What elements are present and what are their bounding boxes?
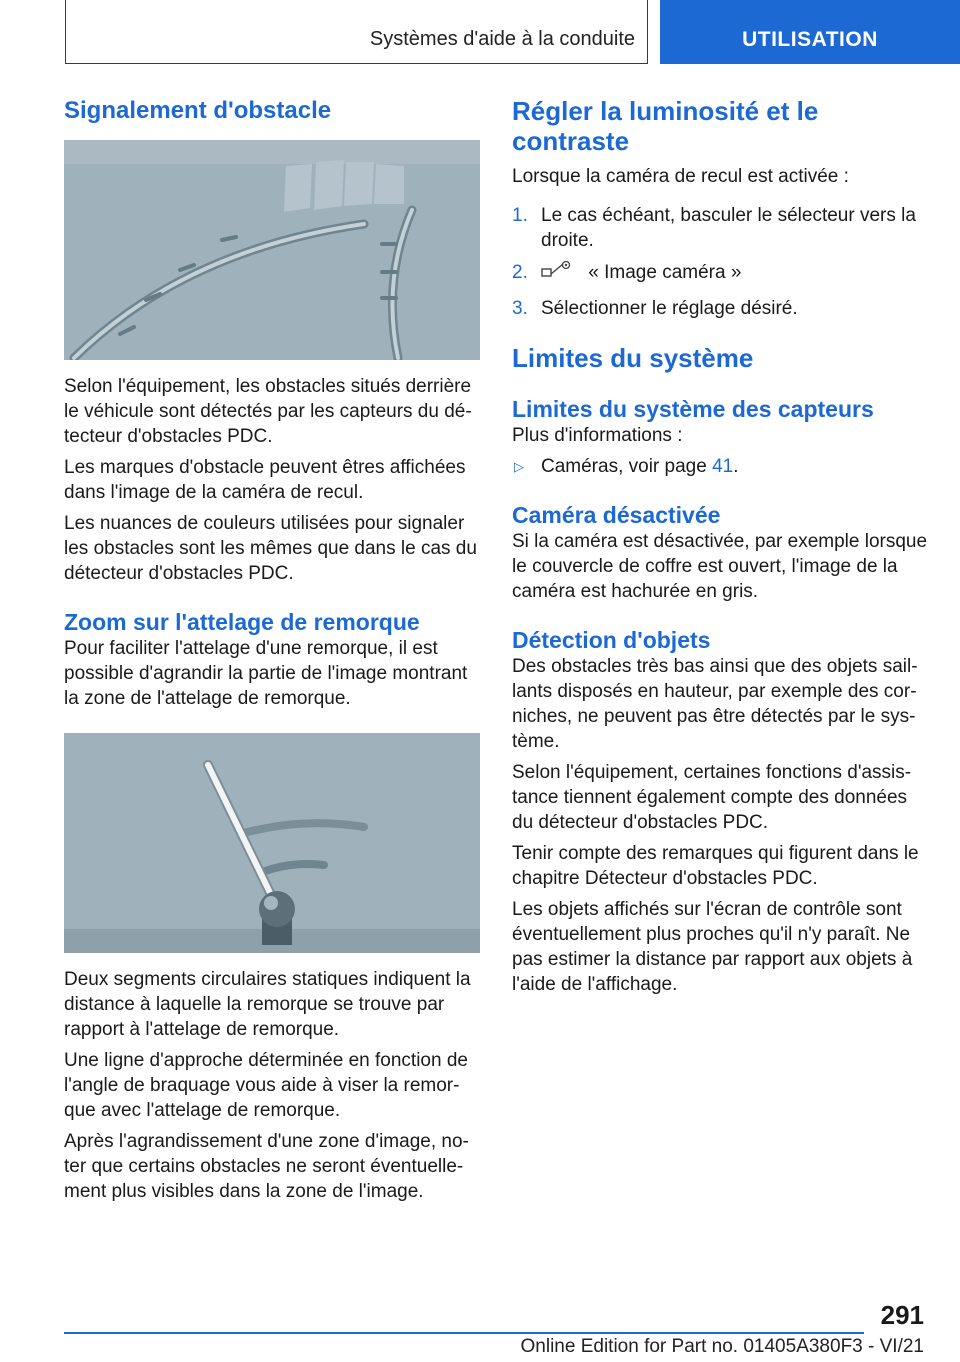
paragraph-plus-infos: Plus d'informations :	[512, 425, 683, 446]
reference-list	[512, 454, 928, 479]
heading-signalement: Signalement d'obstacle	[64, 97, 332, 124]
list-item	[512, 260, 928, 289]
paragraph-zoom-2: Deux segments circulaires statiques indiquent la distance à laquelle la remorque se trouve par rapport à l'attelage de remorque.	[64, 969, 471, 1040]
steps-list	[512, 203, 928, 321]
step-text: « Image caméra »	[588, 262, 742, 283]
paragraph-detection-1: Des obstacles très bas ainsi que des objets saillants disposés en hauteur, par exemple des corniches, ne peuvent pas être détectés par le système.	[512, 656, 918, 752]
heading-regler: Régler la luminosité et le contraste	[512, 96, 819, 156]
tow-ball	[259, 891, 295, 945]
step-number: 3.	[512, 298, 528, 319]
step-number: 1.	[512, 205, 528, 226]
paragraph-signalement-2: Les marques d'obstacle peuvent êtres affichées dans l'image de la caméra de recul.	[64, 457, 466, 503]
footer-rule	[64, 1332, 864, 1334]
step-text: Le cas échéant, basculer le sélecteur vers la droite.	[541, 205, 916, 251]
triangle-bullet-icon: ▷	[514, 459, 524, 474]
paragraph-regler-intro: Lorsque la caméra de recul est activée :	[512, 166, 849, 187]
paragraph-signalement-3: Les nuances de couleurs utilisées pour signaler les obstacles sont les mêmes que dans le cas du détecteur d'obstacles PDC.	[64, 513, 477, 584]
step-number: 2.	[512, 262, 528, 283]
hitch-zoom-image	[64, 733, 480, 953]
right-column	[512, 96, 928, 997]
left-column	[64, 96, 480, 1204]
paragraph-zoom-1: Pour faciliter l'attelage d'une remorque, il est possible d'agrandir la partie de l'image montrant la zone de l'attelage de remorque.	[64, 638, 468, 709]
header-section-title: Systèmes d'aide à la conduite	[369, 28, 635, 50]
paragraph-camera-desactivee: Si la caméra est désactivée, par exemple lorsque le couvercle de coffre est ouvert, l'image de la caméra est hachurée en gris.	[512, 531, 928, 602]
reference-end: .	[733, 456, 739, 477]
obstacle-camera-image	[64, 140, 480, 360]
list-item	[512, 203, 928, 253]
heading-limites: Limites du système	[512, 343, 754, 373]
paragraph-detection-4: Les objets affichés sur l'écran de contrôle sont éventuellement plus proches qu'il n'y paraît. Ne pas estimer la distance par rapport aux objets à l'aide de l'affichage.	[512, 899, 913, 995]
paragraph-zoom-3: Une ligne d'approche déterminée en fonction de l'angle de braquage vous aide à viser la remorque avec l'attelage de remorque.	[64, 1050, 468, 1121]
heading-zoom-attelage: Zoom sur l'attelage de remorque	[64, 609, 420, 635]
heading-limites-capteurs: Limites du système des capteurs	[512, 396, 874, 422]
paragraph-detection-2: Selon l'équipement, certaines fonctions d'assistance tiennent également compte des données du détecteur d'obstacles PDC.	[512, 762, 912, 833]
header-tab-utilisation[interactable]: UTILISATION	[660, 0, 960, 64]
camera-settings-icon	[541, 260, 573, 289]
page-41-link[interactable]: 41	[712, 456, 734, 477]
page-number: 291	[880, 1300, 924, 1330]
step-text: Sélectionner le réglage désiré.	[541, 298, 798, 319]
footer-edition: Online Edition for Part no. 01405A380F3 - VI/21	[520, 1336, 924, 1357]
paragraph-detection-3: Tenir compte des remarques qui figurent dans le chapitre Détecteur d'obstacles PDC.	[512, 843, 919, 889]
heading-camera-desactivee: Caméra désactivée	[512, 502, 721, 528]
paragraph-zoom-4: Après l'agrandissement d'une zone d'image, noter que certains obstacles ne seront éventuellement plus visibles dans la zone de l'image.	[64, 1131, 469, 1202]
reference-text: Caméras, voir page	[541, 456, 713, 477]
paragraph-signalement-1: Selon l'équipement, les obstacles situés derrière le véhicule sont détectés par les capteurs du détecteur d'obstacles PDC.	[64, 376, 472, 447]
heading-detection-objets: Détection d'objets	[512, 627, 711, 653]
list-item	[512, 454, 928, 479]
list-item	[512, 296, 928, 321]
header-box	[65, 0, 648, 64]
